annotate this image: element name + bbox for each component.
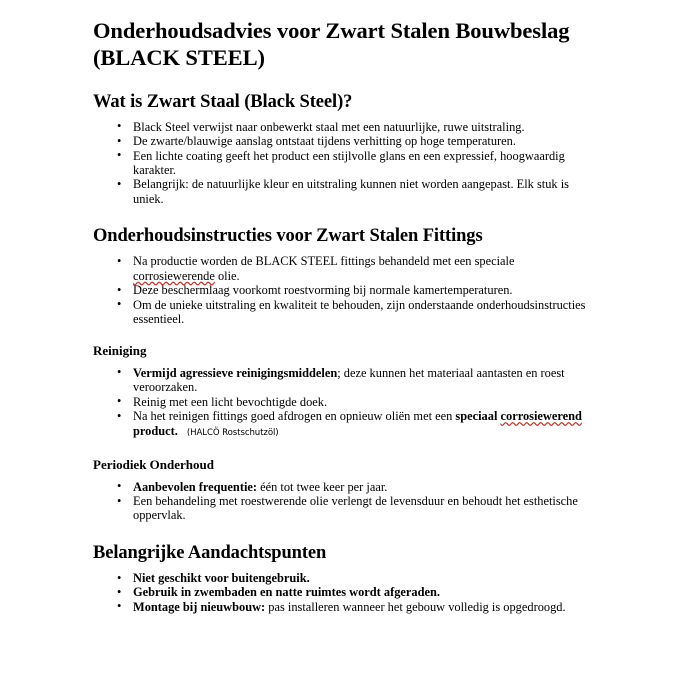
- page-title: Onderhoudsadvies voor Zwart Stalen Bouwbeslag (BLACK STEEL): [93, 18, 570, 70]
- list-item-text: Een behandeling met roestwerende olie verlengt de levensduur en behoudt het esthetische oppervlak.: [133, 494, 578, 523]
- bullet-list: [93, 366, 588, 440]
- list-item-text: één tot twee keer per jaar.: [257, 479, 388, 494]
- list-item: [93, 254, 588, 283]
- bullet-list: [93, 120, 588, 206]
- list-item: [93, 298, 588, 327]
- inline-note: (HALCÖ Rostschutzöl): [186, 427, 279, 438]
- list-item-text-bold: Vermijd agressieve reinigingsmiddelen: [133, 365, 338, 380]
- list-item: [93, 494, 588, 523]
- section-heading-wat-is-zwart-staal-black-steel: Wat is Zwart Staal (Black Steel)?: [93, 91, 353, 112]
- list-item-text-bold: speciaal: [455, 409, 501, 424]
- list-item: [93, 409, 588, 440]
- list-item-text: Om de unieke uitstraling en kwaliteit te behouden, zijn onderstaande onderhoudsinstructies essentieel.: [133, 297, 586, 326]
- list-item: [93, 134, 588, 148]
- list-item: [93, 585, 588, 599]
- list-item: [93, 366, 588, 395]
- list-item-text: Deze beschermlaag voorkomt roestvorming bij normale kamertemperaturen.: [133, 283, 513, 298]
- section-heading-belangrijke-aandachtspunten: Belangrijke Aandachtspunten: [93, 542, 327, 563]
- list-item-text-bold: Aanbevolen frequentie:: [133, 479, 258, 494]
- list-item-text-bold: product.: [133, 423, 178, 438]
- list-item-text: Na het reinigen fittings goed afdrogen en opnieuw oliën met een: [133, 409, 456, 424]
- spellcheck-word: corrosiewerend: [500, 409, 582, 424]
- bullet-list: [93, 254, 588, 326]
- list-item-text: ; deze kunnen het materiaal aantasten en roest veroorzaken.: [133, 365, 565, 395]
- list-item: [93, 571, 588, 585]
- list-item: [93, 283, 588, 297]
- bullet-list: [93, 480, 588, 523]
- list-item-text: Na productie worden de BLACK STEEL fittings behandeld met een speciale: [133, 254, 515, 269]
- spellcheck-word: corrosiewerende: [133, 268, 215, 283]
- list-item: [93, 177, 588, 206]
- bullet-list: [93, 571, 588, 614]
- section-heading-onderhoudsinstructies-voor-zwart-stalen-: Onderhoudsinstructies voor Zwart Stalen Fittings: [93, 226, 483, 247]
- list-item-text: Reinig met een licht bevochtigde doek.: [133, 394, 328, 409]
- list-item: [93, 149, 588, 178]
- document-title-block: [93, 18, 588, 72]
- list-item-text: De zwarte/blauwige aanslag ontstaat tijdens verhitting op hoge temperaturen.: [133, 134, 516, 149]
- document-body: [93, 91, 588, 615]
- list-item-text-bold: Gebruik in zwembaden en natte ruimtes wordt afgeraden.: [133, 585, 440, 600]
- list-item-text: Belangrijk: de natuurlijke kleur en uitstraling kunnen niet worden aangepast. Elk stuk is uniek.: [133, 177, 569, 206]
- sub-heading-reiniging: Reiniging: [93, 343, 147, 359]
- list-item-text: olie.: [214, 268, 240, 283]
- list-item: [93, 120, 588, 134]
- list-item: [93, 600, 588, 614]
- list-item-text: Black Steel verwijst naar onbewerkt staal met een natuurlijke, ruwe uitstraling.: [133, 119, 525, 134]
- list-item: [93, 480, 588, 494]
- sub-heading-periodiek-onderhoud: Periodiek Onderhoud: [93, 457, 214, 472]
- list-item-text-bold: Niet geschikt voor buitengebruik.: [133, 571, 310, 585]
- list-item: [93, 395, 588, 409]
- list-item-text: Een lichte coating geeft het product een stijlvolle glans en een expressief, hoogwaardig karakter.: [133, 148, 565, 177]
- list-item-text-bold: Montage bij nieuwbouw:: [133, 599, 266, 614]
- list-item-text: pas installeren wanneer het gebouw volledig is opgedroogd.: [265, 599, 566, 614]
